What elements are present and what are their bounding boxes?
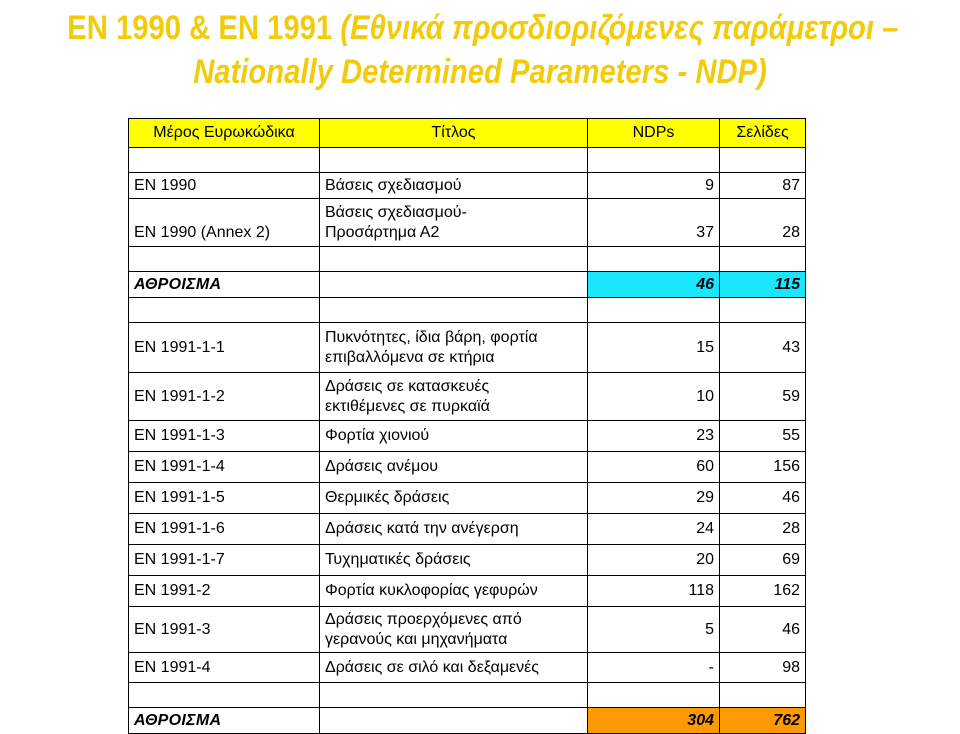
total-label: ΑΘΡΟΙΣΜΑ [129,272,320,298]
cell-pages: 46 [720,607,806,653]
cell-title-line1: Δράσεις προερχόμενες από [325,610,522,628]
total-pages: 762 [720,708,806,734]
cell-part: EN 1991-1-5 [129,483,320,514]
spacer-row [129,683,806,708]
cell-title-line2: επιβαλλόμενα σε κτήρια [325,348,495,366]
table-row [129,607,806,653]
cell-ndps: 20 [588,545,720,576]
cell-pages: 28 [720,199,806,247]
ndp-table [128,118,806,734]
cell-part: EN 1991-1-1 [129,323,320,373]
cell-pages: 162 [720,576,806,607]
table-row [129,323,806,373]
spacer-row [129,148,806,173]
cell-title: Θερμικές δράσεις [320,483,588,514]
cell-part: EN 1991-4 [129,653,320,683]
cell-title: Δράσεις κατά την ανέγερση [320,514,588,545]
total-label: ΑΘΡΟΙΣΜΑ [129,708,320,734]
cell-title: Φορτία χιονιού [320,421,588,452]
cell-title: Τυχηματικές δράσεις [320,545,588,576]
cell-title-line2: Προσάρτημα Α2 [325,223,440,241]
header-title: Τίτλος [320,119,588,148]
cell-pages: 59 [720,373,806,421]
page-title [67,6,899,94]
cell-part: EN 1990 [129,173,320,199]
table-row [129,452,806,483]
table-row [129,421,806,452]
cell-ndps: 10 [588,373,720,421]
cell-pages: 28 [720,514,806,545]
table-row [129,545,806,576]
cell-ndps: 37 [588,199,720,247]
cell-title [320,373,588,421]
cell-part: EN 1990 (Annex 2) [129,199,320,247]
cell-ndps: 23 [588,421,720,452]
cell-ndps: 24 [588,514,720,545]
header-part: Μέρος Ευρωκώδικα [129,119,320,148]
cell-title [320,323,588,373]
cell-title: Δράσεις ανέμου [320,452,588,483]
cell-title-line1: Δράσεις σε κατασκευές [325,377,490,395]
title-line1-b: (Εθνικά προσδιοριζόμενες παράμετροι – [340,9,899,47]
spacer-row [129,247,806,272]
header-pages: Σελίδες [720,119,806,148]
total-pages: 115 [720,272,806,298]
cell-part: EN 1991-1-2 [129,373,320,421]
cell-ndps: - [588,653,720,683]
table-row [129,514,806,545]
total-row [129,272,806,298]
cell-title-line1: Πυκνότητες, ίδια βάρη, φορτία [325,328,538,346]
table-row [129,199,806,247]
cell-title: Φορτία κυκλοφορίας γεφυρών [320,576,588,607]
total-ndps: 46 [588,272,720,298]
cell-ndps: 15 [588,323,720,373]
cell-ndps: 60 [588,452,720,483]
spacer-row [129,298,806,323]
cell-pages: 46 [720,483,806,514]
cell-part: EN 1991-1-6 [129,514,320,545]
cell-pages: 98 [720,653,806,683]
cell-ndps: 9 [588,173,720,199]
cell-ndps: 5 [588,607,720,653]
cell-title-line2: γερανούς και μηχανήματα [325,630,508,648]
table-row [129,373,806,421]
title-line1-a: EN 1990 & EN 1991 [67,9,341,47]
cell-part: EN 1991-3 [129,607,320,653]
cell-title-line2: εκτιθέμενες σε πυρκαϊά [325,397,490,415]
header-ndps: NDPs [588,119,720,148]
cell-title: Δράσεις σε σιλό και δεξαμενές [320,653,588,683]
cell-pages: 87 [720,173,806,199]
table-row [129,483,806,514]
cell-title [320,199,588,247]
table-header-row [129,119,806,148]
cell-part: EN 1991-1-3 [129,421,320,452]
cell-pages: 43 [720,323,806,373]
cell-part: EN 1991-1-4 [129,452,320,483]
table-row [129,576,806,607]
cell-pages: 69 [720,545,806,576]
cell-ndps: 29 [588,483,720,514]
cell-title: Βάσεις σχεδιασμού [320,173,588,199]
table-row [129,653,806,683]
cell-ndps: 118 [588,576,720,607]
cell-pages: 55 [720,421,806,452]
cell-part: EN 1991-1-7 [129,545,320,576]
cell-title-line1: Βάσεις σχεδιασμού- [325,203,467,221]
title-line2: Nationally Determined Parameters - NDP) [193,53,767,91]
cell-part: EN 1991-2 [129,576,320,607]
cell-pages: 156 [720,452,806,483]
cell-title [320,607,588,653]
total-ndps: 304 [588,708,720,734]
table-row [129,173,806,199]
